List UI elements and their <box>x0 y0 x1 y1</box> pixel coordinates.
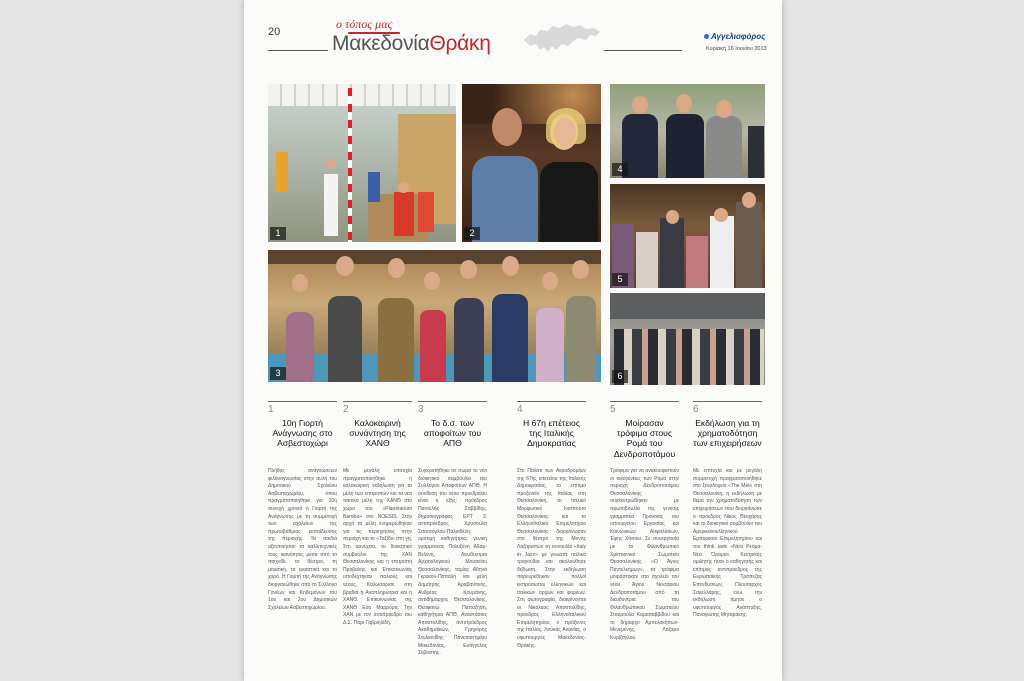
article-rule <box>693 401 762 402</box>
newspaper-page <box>244 0 782 681</box>
article-title: Μοίρασαν τρόφιμα στους Ρομά του Δενδροποτάμου <box>613 418 676 459</box>
section-kicker: ο τόπος μας <box>336 17 393 31</box>
photo-couple <box>462 84 601 242</box>
article-rule <box>610 401 679 402</box>
newspaper-name: Αγγελιοφόρος <box>711 32 766 41</box>
article-body: Με μεγάλη επιτυχία πραγματοποιήθηκε η καλοκαιρινή εκδήλωση για τα μέλη των επιτροπών και τα νέα τακτικά μέλη της ΧΑΝΘ στο χώρο του «Planetarium Baroba» στο NOESIS. Στην αρχή τα μέλη ενημερώθηκαν για τις περιηγήσεις στην περιοχή και το «Ταξίδι» στη γη. Στη συνέχεια, το διοικητικό συμβούλιο της ΧΑΝ Θεσσαλονίκης και η επιτροπή Προβολής και Επικοινωνίας υποδέχτηκαν παλιούς και νέους. Καλωσόρισε στη βραδιά η Αναπληρώτρια και η ΧΑΝΘ. Επικοινωνίας της ΧΑΝΘ Εύα Μαρρόρα. Την ΧΑΝ με τον αντιπρόεδρο του Δ.Σ. Πάρι Γαβριηλίδη. <box>343 468 412 626</box>
section-title-part2: Θράκη <box>429 32 491 55</box>
photo-number: 6 <box>612 370 628 383</box>
article-title: Η 67η επέτειος της Ιταλικής Δημοκρατίας <box>523 418 580 449</box>
article-rule <box>343 401 412 402</box>
article-body: Με επιτυχία και με μεγάλη συμμετοχή πραγματοποιήθηκε στο ξενοδοχείο «The Met» στη Θεσσαλονίκη, η εκδήλωση με θέμα την χρηματοδότηση των επιχειρήσεων που διοργάνωσε ο πρόεδρος Νίκος Θεοχάρης και το διοικητικό συμβούλιο του Αμερικανοελληνικού Εμπορικού Επιμελητηρίου και του think tank «Νέοι Ρεόμα-Νέο Όραμα». Κεντρικός ομιλητής ήταν ο καθηγητής και επίτιμος αντιπρόεδρος της Ευρωπαϊκής Τράπεζας Επενδύσεων, Πλούταρχος Σακελλάρης, ενώ την εκδήλωση τίμησε ο υφυπουργός Ανάπτυξης, Παναγιώτης Μηταράκης. <box>693 468 762 619</box>
article-number: 6 <box>693 404 699 415</box>
issue-date: Κυριακή 16 Ιουνίου 2013 <box>706 46 767 52</box>
article-body: Πλήθος ανάγνώσεων φιλαναγνωσίας στην αυλή του Δημοτικού Σχολείου Ασβεστοχωρίου, όπου πραγματοποιήθηκε για 10η συνεχή χρονιά η Γιορτή της Ανάγνωσης με τη συμμετοχή των σχολείων της πρωτοβάθμιας εκπαίδευσης της περιοχής. Τα παιδιά αξιοποιήσαν τα καλλιτεχνικές τους ικανότητες μέσα από το παιχνίδι, το θέατρο, τη μουσική, τα εικαστικά και το χορό. Η Γιορτή της Ανάγνωσης διοργανώθηκε από το Σύλλογο Γονέων και Κηδεμόνων του 1ου και 2ου Δημοτικών Σχολείων Ασβεστοχωρίου. <box>268 468 337 611</box>
photo-italian-anniversary <box>610 84 765 178</box>
photo-number: 2 <box>464 227 480 240</box>
article-number: 4 <box>517 404 523 415</box>
header-rule-right <box>604 50 682 51</box>
article-2 <box>343 401 412 627</box>
article-number: 5 <box>610 404 616 415</box>
logo-dot-icon <box>704 34 709 39</box>
article-body: Στο Παλάτι των Αεροδρομίων της 67ης επετείου της Ιταλικής Δημοκρατίας, το επίτιμο προξενείο της Ιταλίας στη Θεσσαλονίκη, το Ιταλικό Μορφωτικό Ινστιτούτο Θεσσαλονίκης και το Ελληνοϊταλικό Επιμελητήριο Θεσσαλονίκης διοργάνωσαν στο θέατρο της Μονής Λαζαριστών τη συναυλία «Italy in Jazz» με γνωστά ιταλικά τραγούδια και ακολούθησε δεξίωση. Στην εκδήλωση παρευρέθηκαν πολλοί εκπρόσωποι ελληνικών και ιταλικών αρχών και φορέων. Στη φωτογραφία, διακρίνονται οι Νικόλαος Αποστολίδης, πρόεδρος Ελληνοϊταλικού Επιμελητηρίου, ο πρόξενος της Ιταλίας, Λουκάς Ανανίας, ο υφυπουργός Μακεδονίας-Θράκης. <box>517 468 586 649</box>
photo-number: 4 <box>612 163 628 176</box>
section-title-part1: Μακεδονία <box>332 32 430 55</box>
section-title <box>332 32 491 56</box>
newspaper-logo <box>704 32 765 41</box>
photo-number: 3 <box>270 367 286 380</box>
article-rule <box>517 401 586 402</box>
photo-alumni-board <box>268 250 601 382</box>
article-3 <box>418 401 487 658</box>
article-5 <box>610 401 679 643</box>
photo-food-distribution <box>610 184 765 288</box>
region-map-icon <box>522 22 602 56</box>
article-title: Το δ.σ. των αποφοίτων του ΑΠΘ <box>423 418 482 449</box>
photo-business-event <box>610 293 765 385</box>
article-6 <box>693 401 762 620</box>
article-body: Συγκροτήθηκε σε σώμα το νέο διοικητικό συμβούλιο του Συλλόγου Αποφοίτων ΑΠΘ. Η σύνθεση του νέου προεδρείου είναι η εξής: πρόεδρος Παντελής Σαββίδης, δημοσιογράφος ΕΡΤ 3, αντιπρόεδρος Χρυσούλα Σαατσόγλου-Παλιαδέλη, ομότιμη καθηγήτρια, γενική γραμματέας Πολυξένη Αδάμ-Βελένη, διευθύντρια Αρχαιολογικού Μουσείου Θεσσαλονίκης, ταμίας Αθηνά Γκρέκου-Παπαλή και μέλη Δημήτρης Αραβαντινός, Ανδρέας Κουμάνης, αντιδήμαρχος Θεσσαλονίκης, Θεοφανώ Παπαζήση, καθηγήτρια ΑΠΘ, Αναστάσιος Αποστολίδης, αντιπρόεδρος Ακαδημαϊκών, Γρηγόρης Στυλιανίδης Πανεπιστημίου Μακεδονίας, Ευάγγελος Σεβαστής. <box>418 468 487 657</box>
photo-number: 5 <box>612 273 628 286</box>
page-number: 20 <box>268 26 281 38</box>
header-rule-left <box>268 50 328 51</box>
article-title: 10η Γιορτή Ανάγνωσης στο Ασβεστοχώρι <box>272 418 333 449</box>
article-4 <box>517 401 586 650</box>
article-1 <box>268 401 337 612</box>
article-number: 1 <box>268 404 274 415</box>
article-number: 3 <box>418 404 424 415</box>
article-title: Εκδήλωση για τη χρηματοδότηση των επιχειρήσεων <box>693 418 762 449</box>
article-body: Τρόφιμα για να ανακουφιστούν οι οικογένειες των Ρομά στην περιοχή Δενδροποτάμου Θεσσαλονίκης συγκεντρώθηκαν με πρωτοβουλία της γενικής γραμματέα Πρόνοιας του υπουργείου Εργασίας και Κοινωνικών Ασφαλίσεων, Έφης Χίτσιου. Σε συνεργασία με το Φιλανθρωπικό Χριστιανικό Σωματείο Θεσσαλονίκης «Ο Άγιος Παντελεήμων», τα τρόφιμα μοιράστηκαν στο σχολείο του νέου Άγιου Νεκτάριου Δενδροποτάμου από τη διευθύντρια του Φιλανθρωπικού Σωματείου Σταυρούλα Καρασαββίδου και το δήμαρχο Αμπελοκήπων-Μενεμένης, Λάζαρο Κυρίζογλου. <box>610 468 679 642</box>
article-number: 2 <box>343 404 349 415</box>
article-rule <box>268 401 337 402</box>
photo-number: 1 <box>270 227 286 240</box>
article-rule <box>418 401 487 402</box>
article-title: Καλοκαιρινή συνάντηση της ΧΑΝΘ <box>349 418 406 449</box>
photo-school-festival <box>268 84 456 242</box>
